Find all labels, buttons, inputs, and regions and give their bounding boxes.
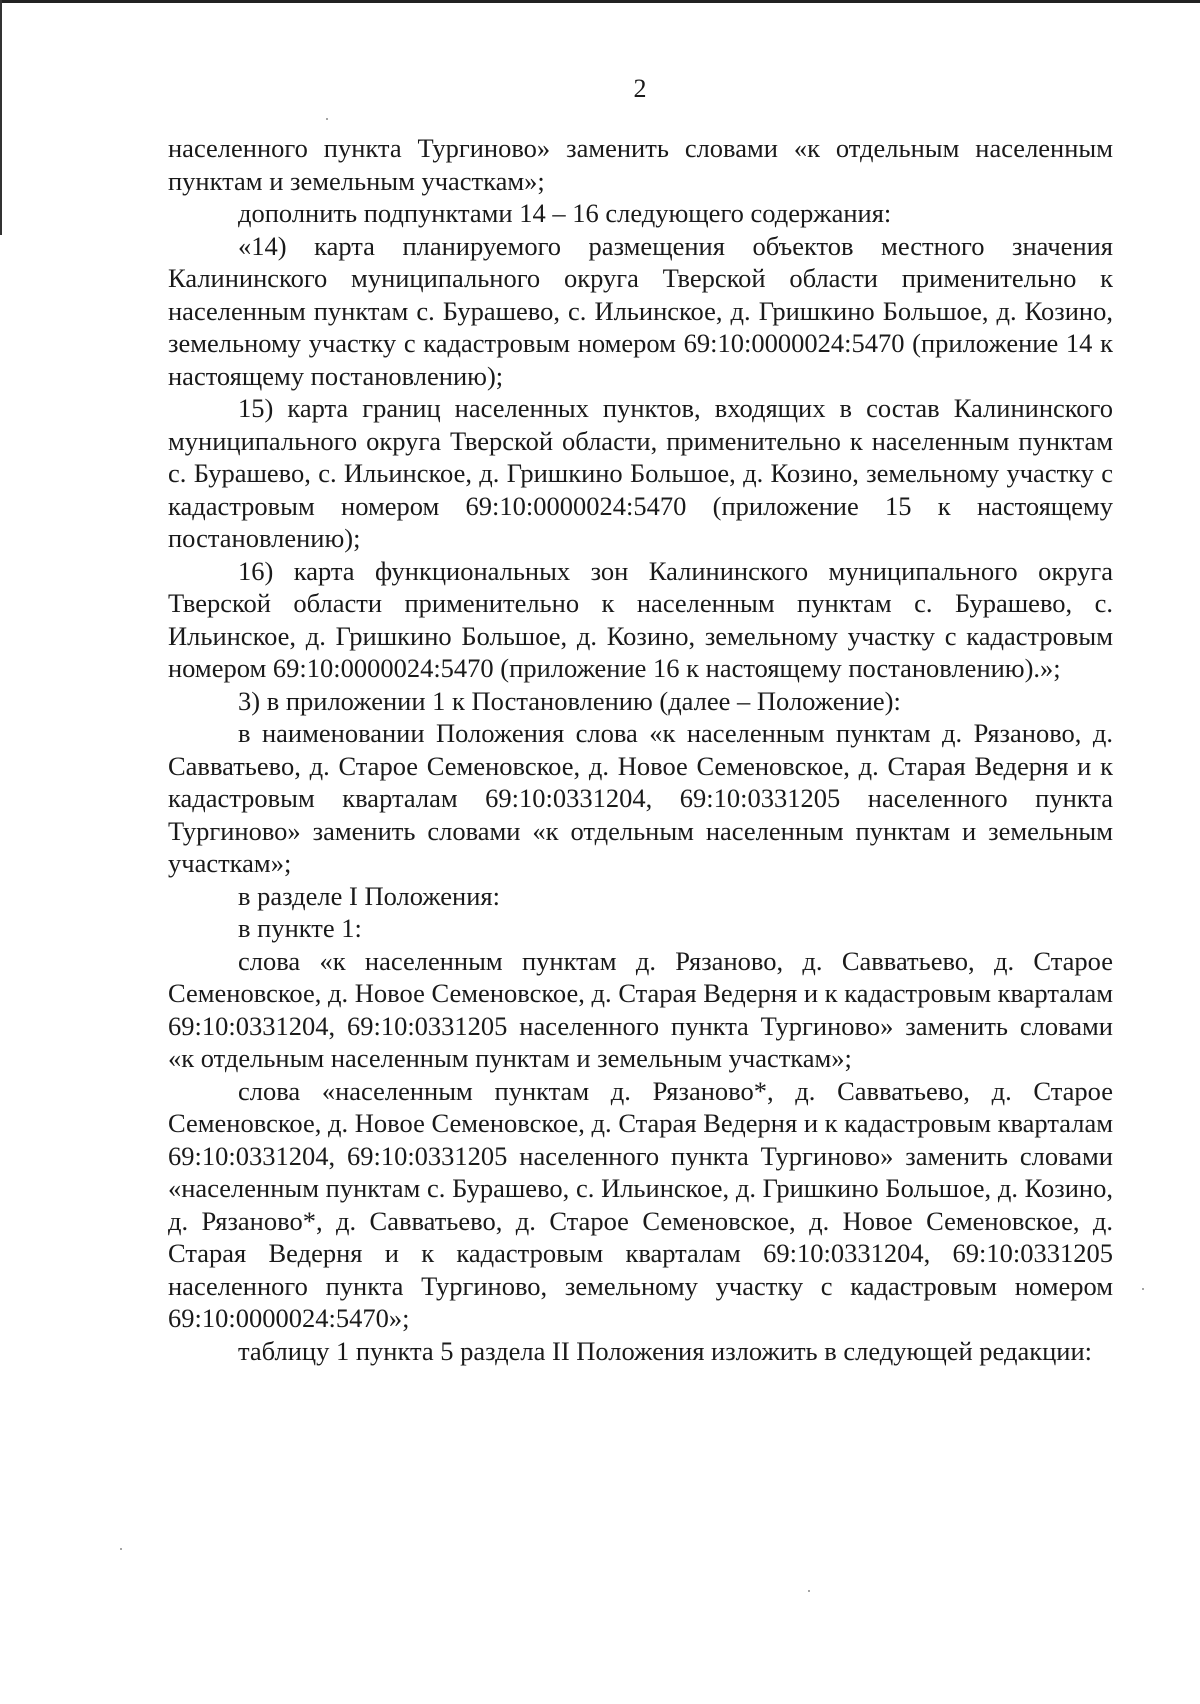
paragraph: таблицу 1 пункта 5 раздела II Положения изложить в следующей редакции: xyxy=(238,1335,1092,1366)
paragraph: дополнить подпунктами 14 – 16 следующего содержания: xyxy=(238,198,892,228)
scan-edge-top xyxy=(0,0,1200,3)
paragraph: в разделе I Положения: xyxy=(238,880,500,911)
paragraph: слова «к населенным пунктам д. Рязаново, д. Савватьево, д. Старое Семеновское, д. Новое Семеновское, д. Старая Ведерня и к кадастровым кварталам 69:10:0331204, 69:10:0331205 населенного пункта Тургиново» заменить словами «к отдельным населенным пунктам и земельным участкам»; xyxy=(168,945,1113,1073)
paragraph: 16) карта функциональных зон Калининского муниципального округа Тверской области применительно к населенным пунктам с. Бурашево, с. Ильинское, д. Гришкино Большое, д. Козино, земельному участку с кадастровым номером 69:10:0000024:5470 (приложение 16 к настоящему постановлению).»; xyxy=(168,555,1113,683)
paragraph: «14) карта планируемого размещения объектов местного значения Калининского муниципального округа Тверской области применительно к населенным пунктам с. Бурашево, с. Ильинское, д. Гришкино Большое, д. Козино, земельному участку с кадастровым номером 69:10:0000024:5470 (приложение 14 к настоящему постановлению); xyxy=(168,230,1113,391)
paragraph: в пункте 1: xyxy=(238,913,362,943)
page-number: 2 xyxy=(633,74,647,103)
paragraph: в наименовании Положения слова «к населенным пунктам д. Рязаново, д. Савватьево, д. Старое Семеновское, д. Новое Семеновское, д. Старая Ведерня и к кадастровым кварталам 69:10:0331204, 69:10:0331205 населенного пункта Тургиново» заменить словами «к отдельным населенным пунктам и земельным участкам»; xyxy=(168,718,1113,878)
scan-speck xyxy=(120,1548,122,1550)
scan-speck xyxy=(808,1590,810,1592)
scan-speck xyxy=(326,118,328,120)
scan-edge-left xyxy=(0,0,2,235)
paragraph: слова «населенным пунктам д. Рязаново*, д. Савватьево, д. Старое Семеновское, д. Новое Семеновское, д. Старая Ведерня и к кадастровым кварталам 69:10:0331204, 69:10:0331205 населенного пункта Тургиново» заменить словами «населенным пунктам с. Бурашево, с. Ильинское, д. Гришкино Большое, д. Козино, д. Рязаново*, д. Савватьево, д. Старое Семеновское, д. Новое Семеновское, д. Старая Ведерня и к кадастровым кварталам 69:10:0331204, 69:10:0331205 населенного пункта Тургиново, земельному участку с кадастровым номером 69:10:0000024:5470»; xyxy=(168,1075,1113,1333)
paragraph: 15) карта границ населенных пунктов, входящих в состав Калининского муниципального округа Тверской области, применительно к населенным пунктам с. Бурашево, с. Ильинское, д. Гришкино Большое, д. Козино, земельному участку с кадастровым номером 69:10:0000024:5470 (приложение 15 к настоящему постановлению); xyxy=(168,393,1113,553)
document-body xyxy=(168,132,1113,1367)
paragraph: 3) в приложении 1 к Постановлению (далее – Положение): xyxy=(238,685,901,716)
scan-speck xyxy=(1142,1288,1144,1290)
paragraph: населенного пункта Тургиново» заменить словами «к отдельным населенным пунктам и земельным участкам»; xyxy=(168,133,1113,196)
